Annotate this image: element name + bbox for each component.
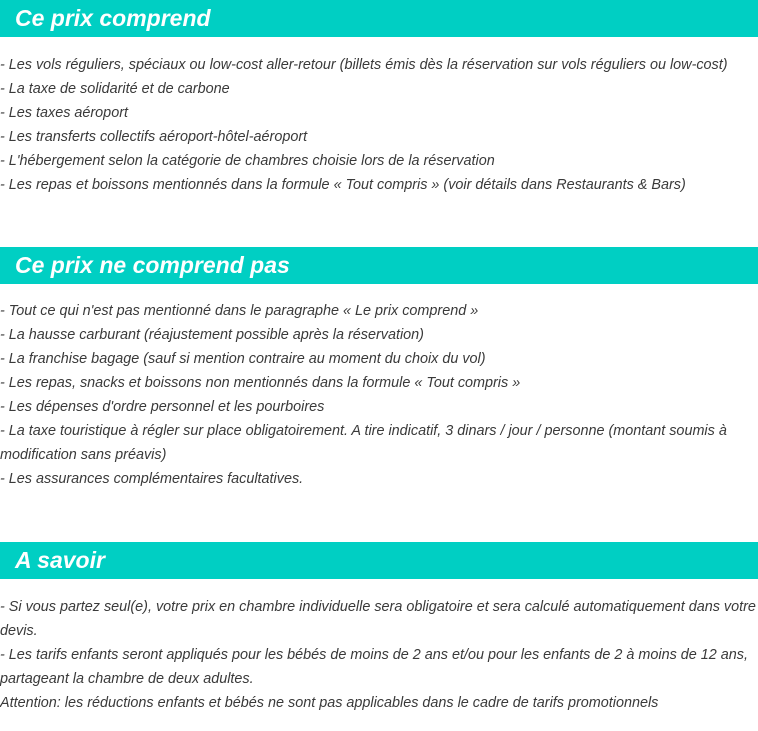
list-item: Attention: les réductions enfants et bébés ne sont pas applicables dans le cadre de tarifs promotionnels: [0, 695, 659, 711]
list-item: - La hausse carburant (réajustement possible après la réservation): [0, 327, 424, 343]
excludes-list: [0, 299, 758, 491]
list-item: - Si vous partez seul(e), votre prix en chambre individuelle sera obligatoire et sera calculé automatiquement dans votre devis.: [0, 599, 756, 639]
list-item: - La franchise bagage (sauf si mention contraire au moment du choix du vol): [0, 351, 486, 367]
list-item: - Les taxes aéroport: [0, 105, 128, 121]
list-item: - Les vols réguliers, spéciaux ou low-cost aller-retour (billets émis dès la réservation sur vols réguliers ou low-cost): [0, 57, 728, 73]
list-item: - Les tarifs enfants seront appliqués pour les bébés de moins de 2 ans et/ou pour les enfants de 2 à moins de 12 ans, partageant la chambre de deux adultes.: [0, 647, 748, 687]
info-list: [0, 595, 758, 715]
section-title: A savoir: [0, 542, 758, 579]
section-good-to-know: [0, 542, 758, 715]
section-title: Ce prix comprend: [0, 0, 758, 37]
list-item: - Les dépenses d'ordre personnel et les pourboires: [0, 399, 325, 415]
list-item: - Tout ce qui n'est pas mentionné dans le paragraphe « Le prix comprend »: [0, 303, 479, 319]
section-title: Ce prix ne comprend pas: [0, 247, 758, 284]
list-item: - La taxe de solidarité et de carbone: [0, 81, 230, 97]
list-item: - Les repas et boissons mentionnés dans la formule « Tout compris » (voir détails dans Restaurants & Bars): [0, 177, 686, 193]
section-price-includes: [0, 0, 758, 197]
list-item: - Les transferts collectifs aéroport-hôtel-aéroport: [0, 129, 308, 145]
includes-list: [0, 53, 758, 197]
list-item: - Les assurances complémentaires facultatives.: [0, 471, 304, 487]
list-item: - La taxe touristique à régler sur place obligatoirement. A tire indicatif, 3 dinars / jour / personne (montant soumis à modification sans préavis): [0, 423, 727, 463]
list-item: - Les repas, snacks et boissons non mentionnés dans la formule « Tout compris »: [0, 375, 521, 391]
list-item: - L'hébergement selon la catégorie de chambres choisie lors de la réservation: [0, 153, 495, 169]
section-price-excludes: [0, 247, 758, 491]
